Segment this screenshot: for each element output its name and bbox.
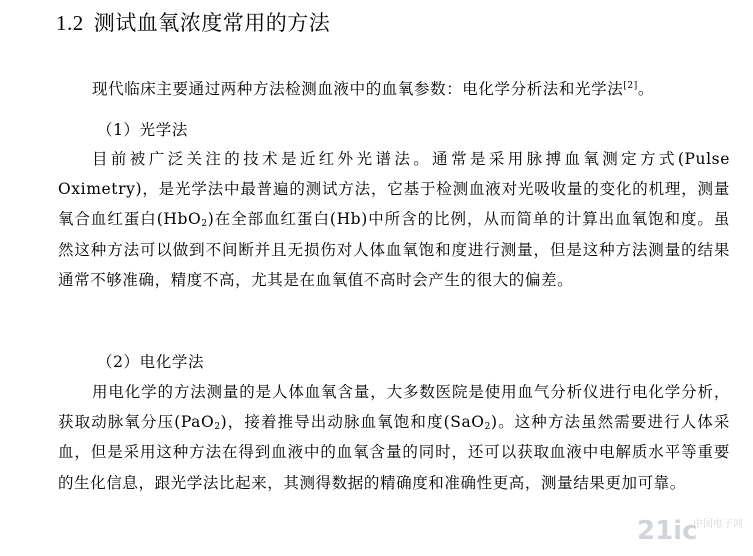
electrochemical-paragraph: 用电化学的方法测量的是人体血氧含量，大多数医院是使用血气分析仪进行电化学分析，获取动脉氧分压(PaO$_2$)，接着推导出动脉血氧饱和度(SaO$_2$)。这种方法虽然需要进行人体采血，但是采用这种方法在得到血液中的血氧含量的同时，还可以获取血液中电解质水平等重要的生化信息，跟光学法比起来，其测得数据的精确度和准确性更高，测量结果更加可靠。	[58, 383, 730, 492]
section-number: 1.2	[56, 11, 84, 35]
watermark-logo	[635, 512, 747, 548]
section-title: 测试血氧浓度常用的方法	[93, 11, 331, 35]
watermark-text: 21ic	[637, 516, 698, 546]
intro-paragraph: 现代临床主要通过两种方法检测血液中的血氧参数：电化学分析法和光学法[2]。	[92, 80, 654, 98]
citation-ref[interactable]: [2]	[623, 81, 638, 91]
watermark-subtext: 中国电子网	[693, 519, 743, 530]
subsection-optical-label: （1）光学法	[97, 121, 188, 139]
section-heading	[56, 8, 330, 38]
optical-paragraph: 目前被广泛关注的技术是近红外光谱法。通常是采用脉搏血氧测定方式(Pulse Oximetry)，是光学法中最普遍的测试方法，它基于检测血液对光吸收量的变化的机理，测量氧合血红蛋白(HbO$_2$)在全部血红蛋白(Hb)中所含的比例，从而简单的计算出血氧饱和度。虽然这种方法可以做到不间断并且无损伤对人体血氧饱和度进行测量，但是这种方法测量的结果通常不够准确，精度不高，尤其是在血氧值不高时会产生的很大的偏差。	[58, 150, 730, 289]
subsection-electrochemical-label: （2）电化学法	[97, 353, 205, 371]
